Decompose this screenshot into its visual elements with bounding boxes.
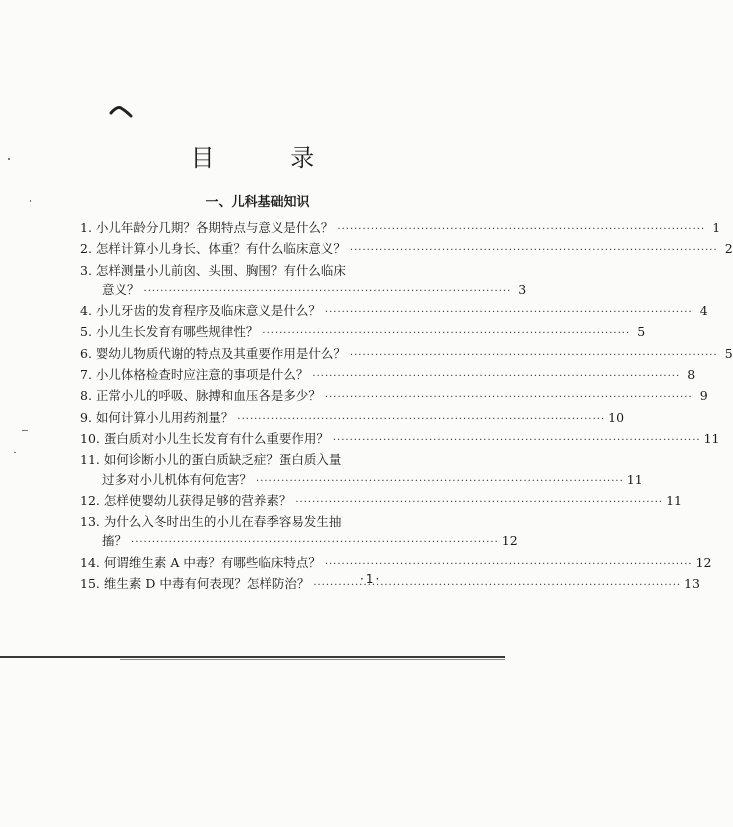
scan-speck (14, 452, 16, 453)
scan-speck (8, 158, 10, 160)
scan-speck (22, 430, 28, 431)
toc-entry-text: 14. 何谓维生素 A 中毒？有哪些临床特点？ (80, 554, 321, 570)
toc-page-number: 11 (666, 492, 682, 508)
dot-leader (337, 220, 705, 239)
toc-entry-text: 15. 维生素 D 中毒有何表现？怎样防治？ (80, 576, 310, 592)
toc-entry-text: 7. 小儿体格检查时应注意的事项是什么？ (80, 367, 309, 383)
dot-leader (333, 431, 701, 450)
toc-entry-13-line-1 (80, 512, 398, 531)
table-of-contents (80, 218, 733, 595)
dot-leader (350, 346, 718, 365)
toc-entry-6 (80, 344, 733, 365)
toc-entry-text: 1. 小儿年龄分几期？各期特点与意义是什么？ (80, 220, 334, 235)
toc-entry-text: 8. 正常小儿的呼吸、脉搏和血压各是多少？ (80, 388, 321, 404)
toc-entry-5 (80, 322, 646, 343)
toc-entry-text: 6. 婴幼儿物质代谢的特点及其重要作用是什么？ (80, 345, 346, 361)
toc-entry-text: 4. 小儿牙齿的发育程序及临床意义是什么？ (80, 303, 321, 319)
toc-entry-4 (80, 301, 708, 322)
toc-entry-2 (80, 239, 733, 260)
toc-entry-13 (80, 531, 518, 552)
page-title: 目 录 (190, 144, 349, 172)
toc-entry-3 (80, 280, 527, 301)
dot-leader (350, 241, 718, 260)
dot-leader (131, 533, 499, 552)
dot-leader (312, 367, 680, 386)
toc-entry-15 (80, 574, 700, 595)
scan-speck (30, 200, 31, 202)
toc-entry-8 (80, 386, 708, 407)
toc-entry-7 (80, 365, 696, 386)
toc-page-number: 8 (687, 367, 696, 383)
toc-page-number: 3 (518, 281, 527, 297)
toc-entry-text: 3. 怎样测量小儿前囟、头围、胸围？有什么临床 (80, 262, 346, 278)
dot-leader (295, 493, 663, 512)
toc-entry-continuation: 过多对小儿机体有何危害？ (102, 471, 253, 487)
toc-page-number: 5 (724, 345, 733, 361)
toc-entry-text: 12. 怎样使婴幼儿获得足够的营养素？ (80, 492, 292, 508)
toc-entry-text: 11. 如何诊断小儿的蛋白质缺乏症？蛋白质入量 (80, 452, 342, 468)
toc-entry-text: 13. 为什么入冬时出生的小儿在春季容易发生抽 (80, 514, 342, 530)
toc-entry-text: 10. 蛋白质对小儿生长发育有什么重要作用？ (80, 430, 329, 446)
toc-page-number: 1 (712, 220, 721, 235)
toc-entry-continuation: 搐？ (102, 533, 128, 549)
toc-page-number: 12 (695, 554, 712, 570)
toc-entry-12 (80, 491, 682, 512)
scan-edge-line (0, 656, 505, 658)
toc-entry-9 (80, 408, 625, 429)
toc-entry-11 (80, 470, 643, 491)
toc-page-number: 9 (699, 388, 708, 404)
toc-entry-3-line-1 (80, 261, 398, 280)
dot-leader (256, 472, 624, 491)
toc-page-number: 11 (703, 430, 720, 446)
toc-entry-text: 5. 小儿生长发育有哪些规律性？ (80, 324, 259, 340)
toc-page-number: 2 (724, 241, 733, 257)
page-folio: ·1· (360, 572, 382, 586)
dot-leader (262, 324, 630, 343)
section-title: 一、儿科基础知识 (205, 195, 310, 210)
toc-entry-10 (80, 429, 720, 450)
toc-page-number: 12 (501, 533, 518, 549)
dot-leader (325, 388, 693, 407)
toc-entry-14 (80, 553, 712, 574)
toc-entry-text: 9. 如何计算小儿用药剂量？ (80, 409, 234, 425)
toc-entry-continuation: 意义？ (102, 281, 140, 297)
toc-entry-1 (80, 218, 721, 239)
toc-page-number: 10 (608, 409, 625, 425)
scan-edge-line-faint (120, 659, 505, 660)
stray-pen-mark (110, 104, 132, 118)
toc-page-number: 4 (699, 303, 708, 319)
toc-entry-11-line-1 (80, 450, 398, 469)
toc-page-number: 5 (637, 324, 646, 340)
dot-leader (237, 410, 605, 429)
dot-leader (144, 282, 512, 301)
toc-page-number: 13 (684, 576, 700, 592)
toc-page-number: 11 (626, 471, 643, 487)
toc-entry-text: 2. 怎样计算小儿身长、体重？有什么临床意义？ (80, 241, 346, 257)
dot-leader (325, 303, 693, 322)
